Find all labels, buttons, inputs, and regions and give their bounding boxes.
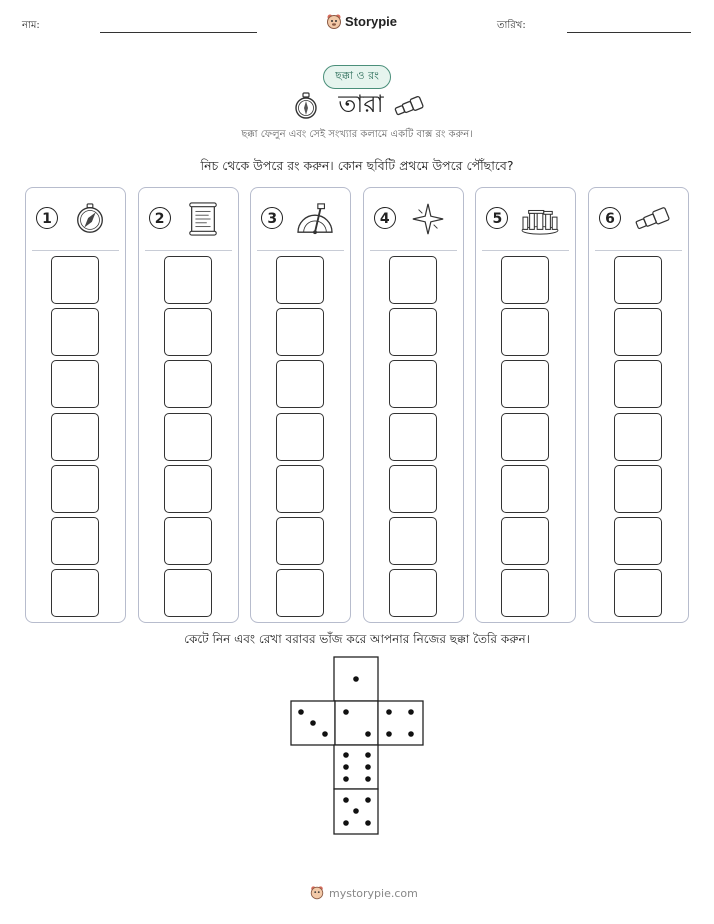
color-box[interactable] <box>614 517 662 565</box>
color-box[interactable] <box>51 360 99 408</box>
date-line[interactable] <box>567 32 691 33</box>
color-box[interactable] <box>276 517 324 565</box>
color-box[interactable] <box>614 308 662 356</box>
color-box[interactable] <box>164 413 212 461</box>
color-box[interactable] <box>164 569 212 617</box>
die-face-four <box>378 701 423 745</box>
color-box[interactable] <box>276 360 324 408</box>
brand-name: Storypie <box>345 14 398 29</box>
column-divider <box>145 250 232 251</box>
column-divider <box>257 250 344 251</box>
column-6 <box>588 187 689 623</box>
color-box[interactable] <box>164 517 212 565</box>
color-box[interactable] <box>389 256 437 304</box>
color-box[interactable] <box>501 413 549 461</box>
color-box[interactable] <box>389 413 437 461</box>
color-box[interactable] <box>51 517 99 565</box>
color-box[interactable] <box>276 256 324 304</box>
storypie-mascot-icon <box>325 13 343 31</box>
color-box[interactable] <box>51 569 99 617</box>
dice-net[interactable] <box>290 656 426 836</box>
column-number: 3 <box>261 207 283 229</box>
column-2 <box>138 187 239 623</box>
color-box[interactable] <box>51 308 99 356</box>
telescope-icon <box>631 202 675 236</box>
column-header <box>139 188 238 250</box>
instructions: ছক্কা ফেলুন এবং সেই সংখ্যার কলামে একটি বাক্স রং করুন। <box>241 129 473 140</box>
column-4 <box>363 187 464 623</box>
color-box[interactable] <box>276 413 324 461</box>
column-header <box>364 188 463 250</box>
color-box[interactable] <box>51 256 99 304</box>
color-box[interactable] <box>51 465 99 513</box>
color-box[interactable] <box>164 465 212 513</box>
question-prompt: নিচ থেকে উপরে রং করুন। কোন ছবিটি প্রথমে উপরে পৌঁছাবে? <box>200 158 514 173</box>
column-divider <box>595 250 682 251</box>
column-header <box>26 188 125 250</box>
color-box[interactable] <box>501 256 549 304</box>
color-box[interactable] <box>164 256 212 304</box>
color-box[interactable] <box>501 360 549 408</box>
page-title: তারা <box>338 90 384 118</box>
color-box[interactable] <box>389 360 437 408</box>
name-label: নাম: <box>22 20 40 31</box>
date-label: তারিখ: <box>497 20 526 31</box>
color-box[interactable] <box>614 569 662 617</box>
cut-instruction: কেটে নিন এবং রেখা বরাবর ভাঁজ করে আপনার নিজের ছক্কা তৈরি করুন। <box>184 632 530 646</box>
scroll-map-icon <box>181 202 225 236</box>
color-box[interactable] <box>51 413 99 461</box>
color-box[interactable] <box>164 360 212 408</box>
compass-icon <box>68 202 112 236</box>
column-5 <box>475 187 576 623</box>
column-1 <box>25 187 126 623</box>
column-number: 4 <box>374 207 396 229</box>
column-number: 6 <box>599 207 621 229</box>
star-icon <box>406 202 450 236</box>
color-box[interactable] <box>614 465 662 513</box>
column-number: 2 <box>149 207 171 229</box>
die-face-two <box>335 701 378 745</box>
column-divider <box>32 250 119 251</box>
astrolabe-icon <box>293 202 337 236</box>
column-3 <box>250 187 351 623</box>
column-number: 1 <box>36 207 58 229</box>
color-box[interactable] <box>276 569 324 617</box>
column-number: 5 <box>486 207 508 229</box>
color-box[interactable] <box>389 517 437 565</box>
stonehenge-icon <box>518 202 562 236</box>
color-box[interactable] <box>614 360 662 408</box>
color-box[interactable] <box>501 465 549 513</box>
color-box[interactable] <box>276 308 324 356</box>
column-header <box>476 188 575 250</box>
color-box[interactable] <box>614 413 662 461</box>
column-divider <box>482 250 569 251</box>
color-box[interactable] <box>389 465 437 513</box>
color-box[interactable] <box>389 308 437 356</box>
color-box[interactable] <box>501 517 549 565</box>
column-header <box>589 188 688 250</box>
color-box[interactable] <box>164 308 212 356</box>
game-badge: ছক্কা ও রং <box>323 65 391 89</box>
color-box[interactable] <box>276 465 324 513</box>
color-box[interactable] <box>389 569 437 617</box>
color-box[interactable] <box>501 569 549 617</box>
footer-url[interactable]: mystorypie.com <box>329 887 418 900</box>
die-face-six <box>334 745 378 789</box>
compass-icon <box>293 92 319 120</box>
color-box[interactable] <box>614 256 662 304</box>
telescope-icon <box>393 95 425 117</box>
name-line[interactable] <box>100 32 257 33</box>
column-divider <box>370 250 457 251</box>
column-header <box>251 188 350 250</box>
storypie-mascot-icon <box>309 885 325 901</box>
color-box[interactable] <box>501 308 549 356</box>
